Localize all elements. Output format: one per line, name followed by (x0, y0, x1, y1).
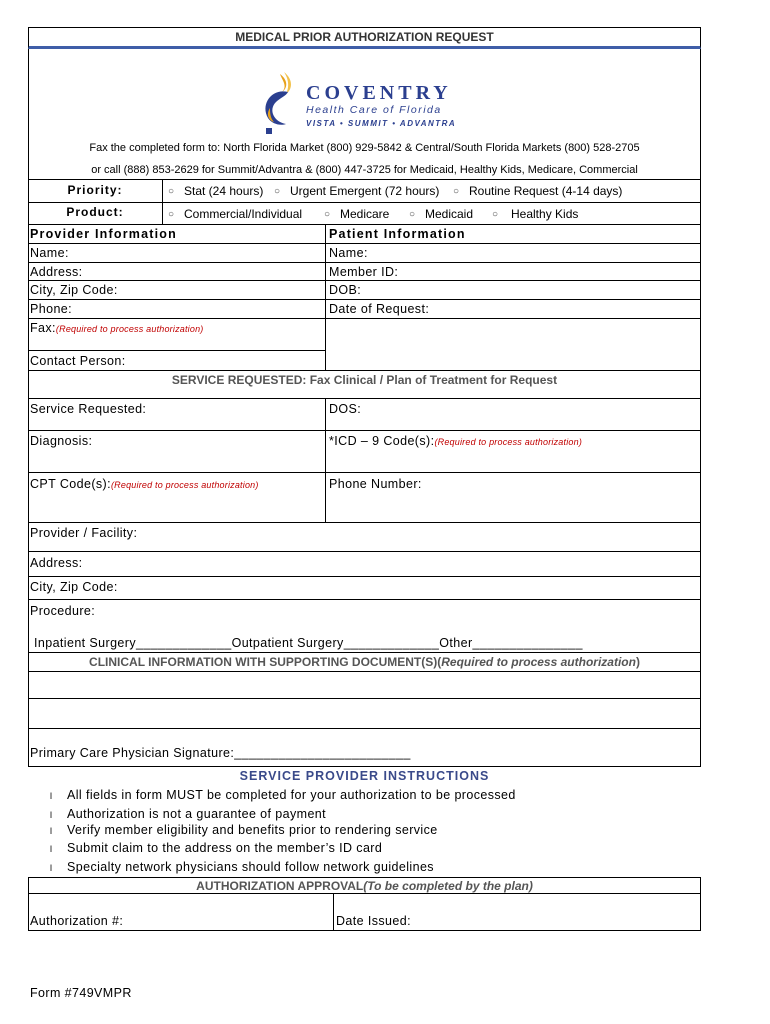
diagnosis-field[interactable]: Diagnosis: (30, 434, 93, 448)
provider-name-field[interactable]: Name: (30, 246, 69, 260)
icd-code-label: *ICD – 9 Code(s): (329, 434, 435, 448)
clinical-heading-main: CLINICAL INFORMATION WITH SUPPORTING DOCUMENT(S)( (89, 655, 442, 669)
product-commercial-radio[interactable]: ○ (168, 209, 175, 220)
instruction-item-5: Specialty network physicians should follow network guidelines (67, 860, 434, 874)
instruction-item-4: Submit claim to the address on the member’s ID card (67, 841, 383, 855)
fax-instructions-line1: Fax the completed form to: North Florida Market (800) 929-5842 & Central/South Florida Markets (800) 528-2705 (89, 142, 640, 154)
instructions-heading: SERVICE PROVIDER INSTRUCTIONS (239, 769, 490, 783)
logo-products: VISTA • SUMMIT • ADVANTRA (306, 119, 457, 128)
clinical-heading-end: ) (635, 655, 640, 669)
provider-fax-field[interactable] (30, 321, 204, 335)
icd-required-note: (Required to process authorization) (434, 437, 583, 447)
patient-info-heading: Patient Information (329, 227, 466, 241)
instruction-item-1: All fields in form MUST be completed for your authorization to be processed (67, 788, 516, 802)
patient-date-of-request-field[interactable]: Date of Request: (329, 302, 430, 316)
form-title: MEDICAL PRIOR AUTHORIZATION REQUEST (235, 30, 494, 44)
product-medicaid: Medicaid (425, 207, 474, 221)
icd-code-field[interactable] (329, 434, 582, 448)
instruction-bullet-4: l (50, 844, 52, 854)
priority-label: Priority: (67, 183, 123, 197)
logo-subtitle: Health Care of Florida (306, 104, 442, 116)
facility-address-field[interactable]: Address: (30, 556, 83, 570)
cpt-required-note: (Required to process authorization) (110, 480, 259, 490)
product-medicaid-radio[interactable]: ○ (409, 209, 416, 220)
approval-heading-main: AUTHORIZATION APPROVAL (196, 879, 364, 893)
coventry-logo (258, 70, 488, 140)
clinical-info-heading (28, 655, 701, 669)
contact-person-field[interactable]: Contact Person: (30, 354, 126, 368)
phone-number-field[interactable]: Phone Number: (329, 477, 422, 491)
patient-name-field[interactable]: Name: (329, 246, 368, 260)
pcp-signature-field[interactable]: Primary Care Physician Signature:________________________ (30, 746, 411, 760)
instruction-bullet-2: l (50, 810, 52, 820)
fax-required-note: (Required to process authorization) (55, 324, 204, 334)
authorization-number-field[interactable]: Authorization #: (30, 914, 124, 928)
date-issued-field[interactable]: Date Issued: (336, 914, 411, 928)
product-medicare: Medicare (340, 207, 390, 221)
instruction-bullet-5: l (50, 863, 52, 873)
authorization-approval-heading (28, 879, 701, 893)
cpt-code-label: CPT Code(s): (30, 477, 111, 491)
logo-wordmark: COVENTRY (306, 82, 452, 104)
instruction-bullet-3: l (50, 826, 52, 836)
form-number: Form #749VMPR (30, 986, 132, 1000)
instruction-bullet-1: l (50, 791, 52, 801)
provider-phone-field[interactable]: Phone: (30, 302, 73, 316)
priority-urgent: Urgent Emergent (72 hours) (290, 184, 440, 198)
approval-heading-note: (To be completed by the plan) (363, 879, 533, 893)
priority-routine-radio[interactable]: ○ (453, 186, 460, 197)
priority-stat: Stat (24 hours) (184, 184, 264, 198)
product-healthy-kids-radio[interactable]: ○ (492, 209, 499, 220)
provider-city-field[interactable]: City, Zip Code: (30, 283, 118, 297)
patient-member-id-field[interactable]: Member ID: (329, 265, 399, 279)
product-medicare-radio[interactable]: ○ (324, 209, 331, 220)
priority-stat-radio[interactable]: ○ (168, 186, 175, 197)
dos-field[interactable]: DOS: (329, 402, 362, 416)
provider-address-field[interactable]: Address: (30, 265, 83, 279)
product-label: Product: (66, 205, 124, 219)
provider-facility-field[interactable]: Provider / Facility: (30, 526, 138, 540)
surgery-type-line[interactable]: Inpatient Surgery_____________Outpatient Surgery_____________Other_______________ (34, 636, 583, 650)
product-commercial: Commercial/Individual (184, 207, 303, 221)
fax-instructions-line2: or call (888) 853-2629 for Summit/Advantra & (800) 447-3725 for Medicaid, Healthy Kids, Medicare, Commercial (91, 164, 638, 176)
facility-city-field[interactable]: City, Zip Code: (30, 580, 118, 594)
provider-info-heading: Provider Information (30, 227, 177, 241)
patient-dob-field[interactable]: DOB: (329, 283, 362, 297)
product-healthy-kids: Healthy Kids (511, 207, 579, 221)
procedure-field[interactable]: Procedure: (30, 604, 96, 618)
provider-fax-label: Fax: (30, 321, 56, 335)
service-requested-field[interactable]: Service Requested: (30, 402, 147, 416)
instruction-item-2: Authorization is not a guarantee of payment (67, 807, 327, 821)
clinical-info-line-1[interactable] (29, 672, 700, 698)
priority-urgent-radio[interactable]: ○ (274, 186, 281, 197)
clinical-info-line-2[interactable] (29, 699, 700, 728)
cpt-code-field[interactable] (30, 477, 259, 491)
instruction-item-3: Verify member eligibility and benefits prior to rendering service (67, 823, 438, 837)
clinical-heading-note: Required to process authorization (441, 655, 636, 669)
torch-icon (258, 70, 306, 136)
service-requested-heading: SERVICE REQUESTED: Fax Clinical / Plan of Treatment for Request (171, 373, 558, 387)
priority-routine: Routine Request (4-14 days) (469, 184, 623, 198)
